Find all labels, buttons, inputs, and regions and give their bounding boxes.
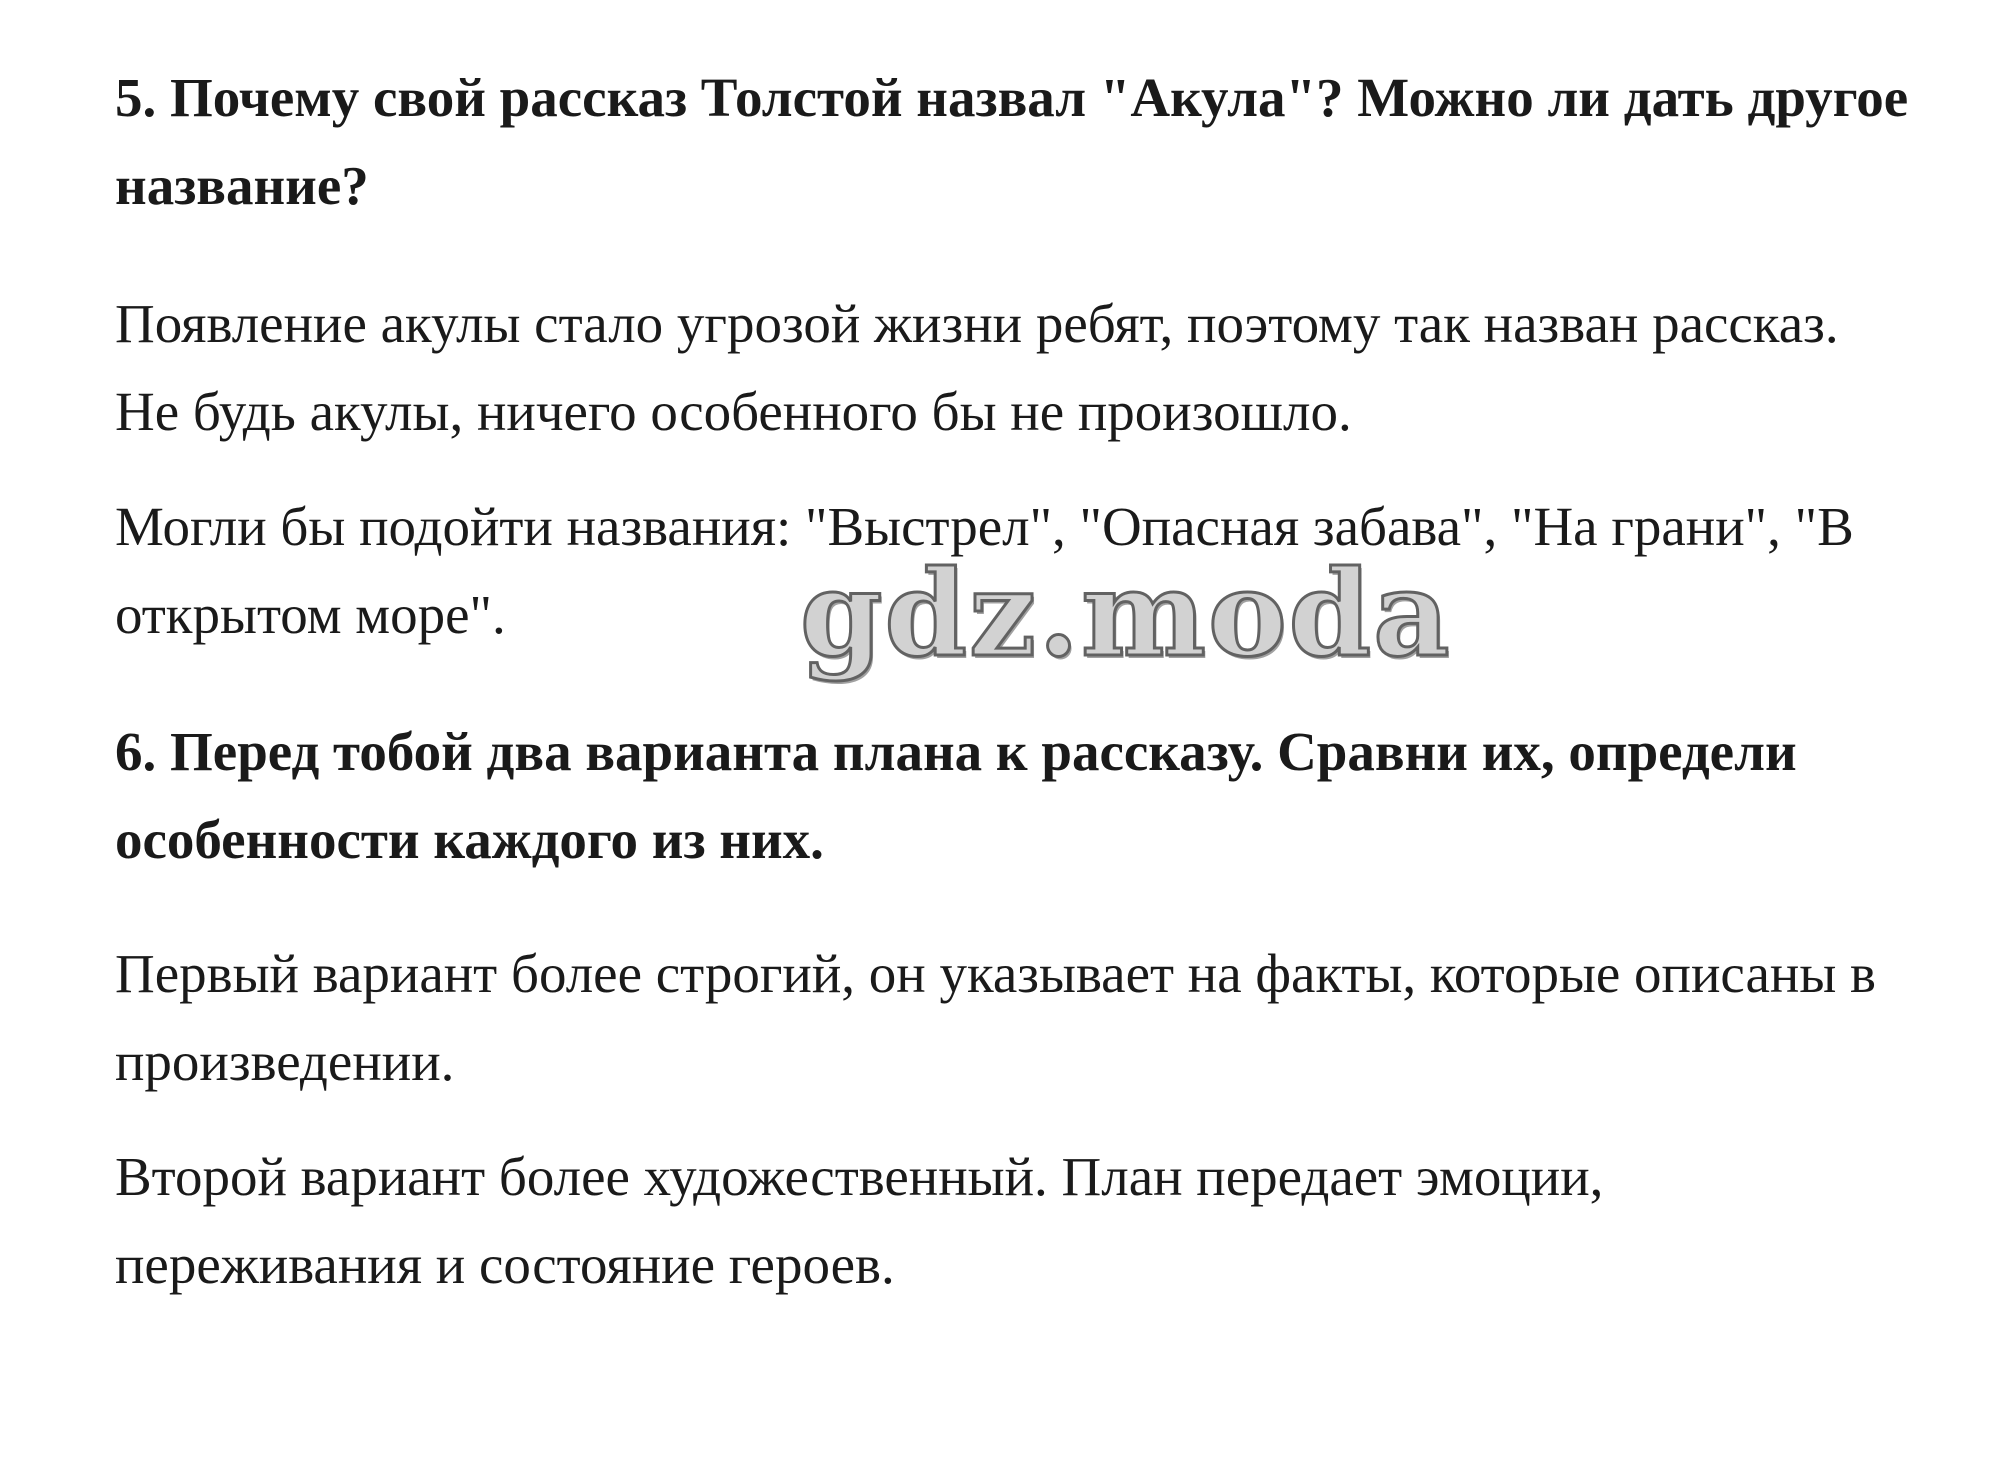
- question-6: 6. Перед тобой два варианта плана к рассказу. Сравни их, определи особенности каждого из них.: [115, 721, 1797, 870]
- answer-6-paragraph-1: Первый вариант более строгий, он указывает на факты, которые описаны в произведении.: [115, 943, 1877, 1092]
- question-5: 5. Почему свой рассказ Толстой назвал "Акула"? Можно ли дать другое название?: [115, 67, 1909, 216]
- watermark-logo: gdz.moda: [800, 544, 1452, 683]
- answer-5-paragraph-1: Появление акулы стало угрозой жизни ребят, поэтому так назван рассказ. Не будь акулы, ничего особенного бы не произошло.: [115, 293, 1839, 442]
- answer-6-paragraph-2: Второй вариант более художественный. План передает эмоции, переживания и состояние героев.: [115, 1146, 1604, 1295]
- answer-5-paragraph-2: Могли бы подойти названия: "Выстрел", "Опасная забава", "На грани", "В открытом море".: [115, 496, 1854, 645]
